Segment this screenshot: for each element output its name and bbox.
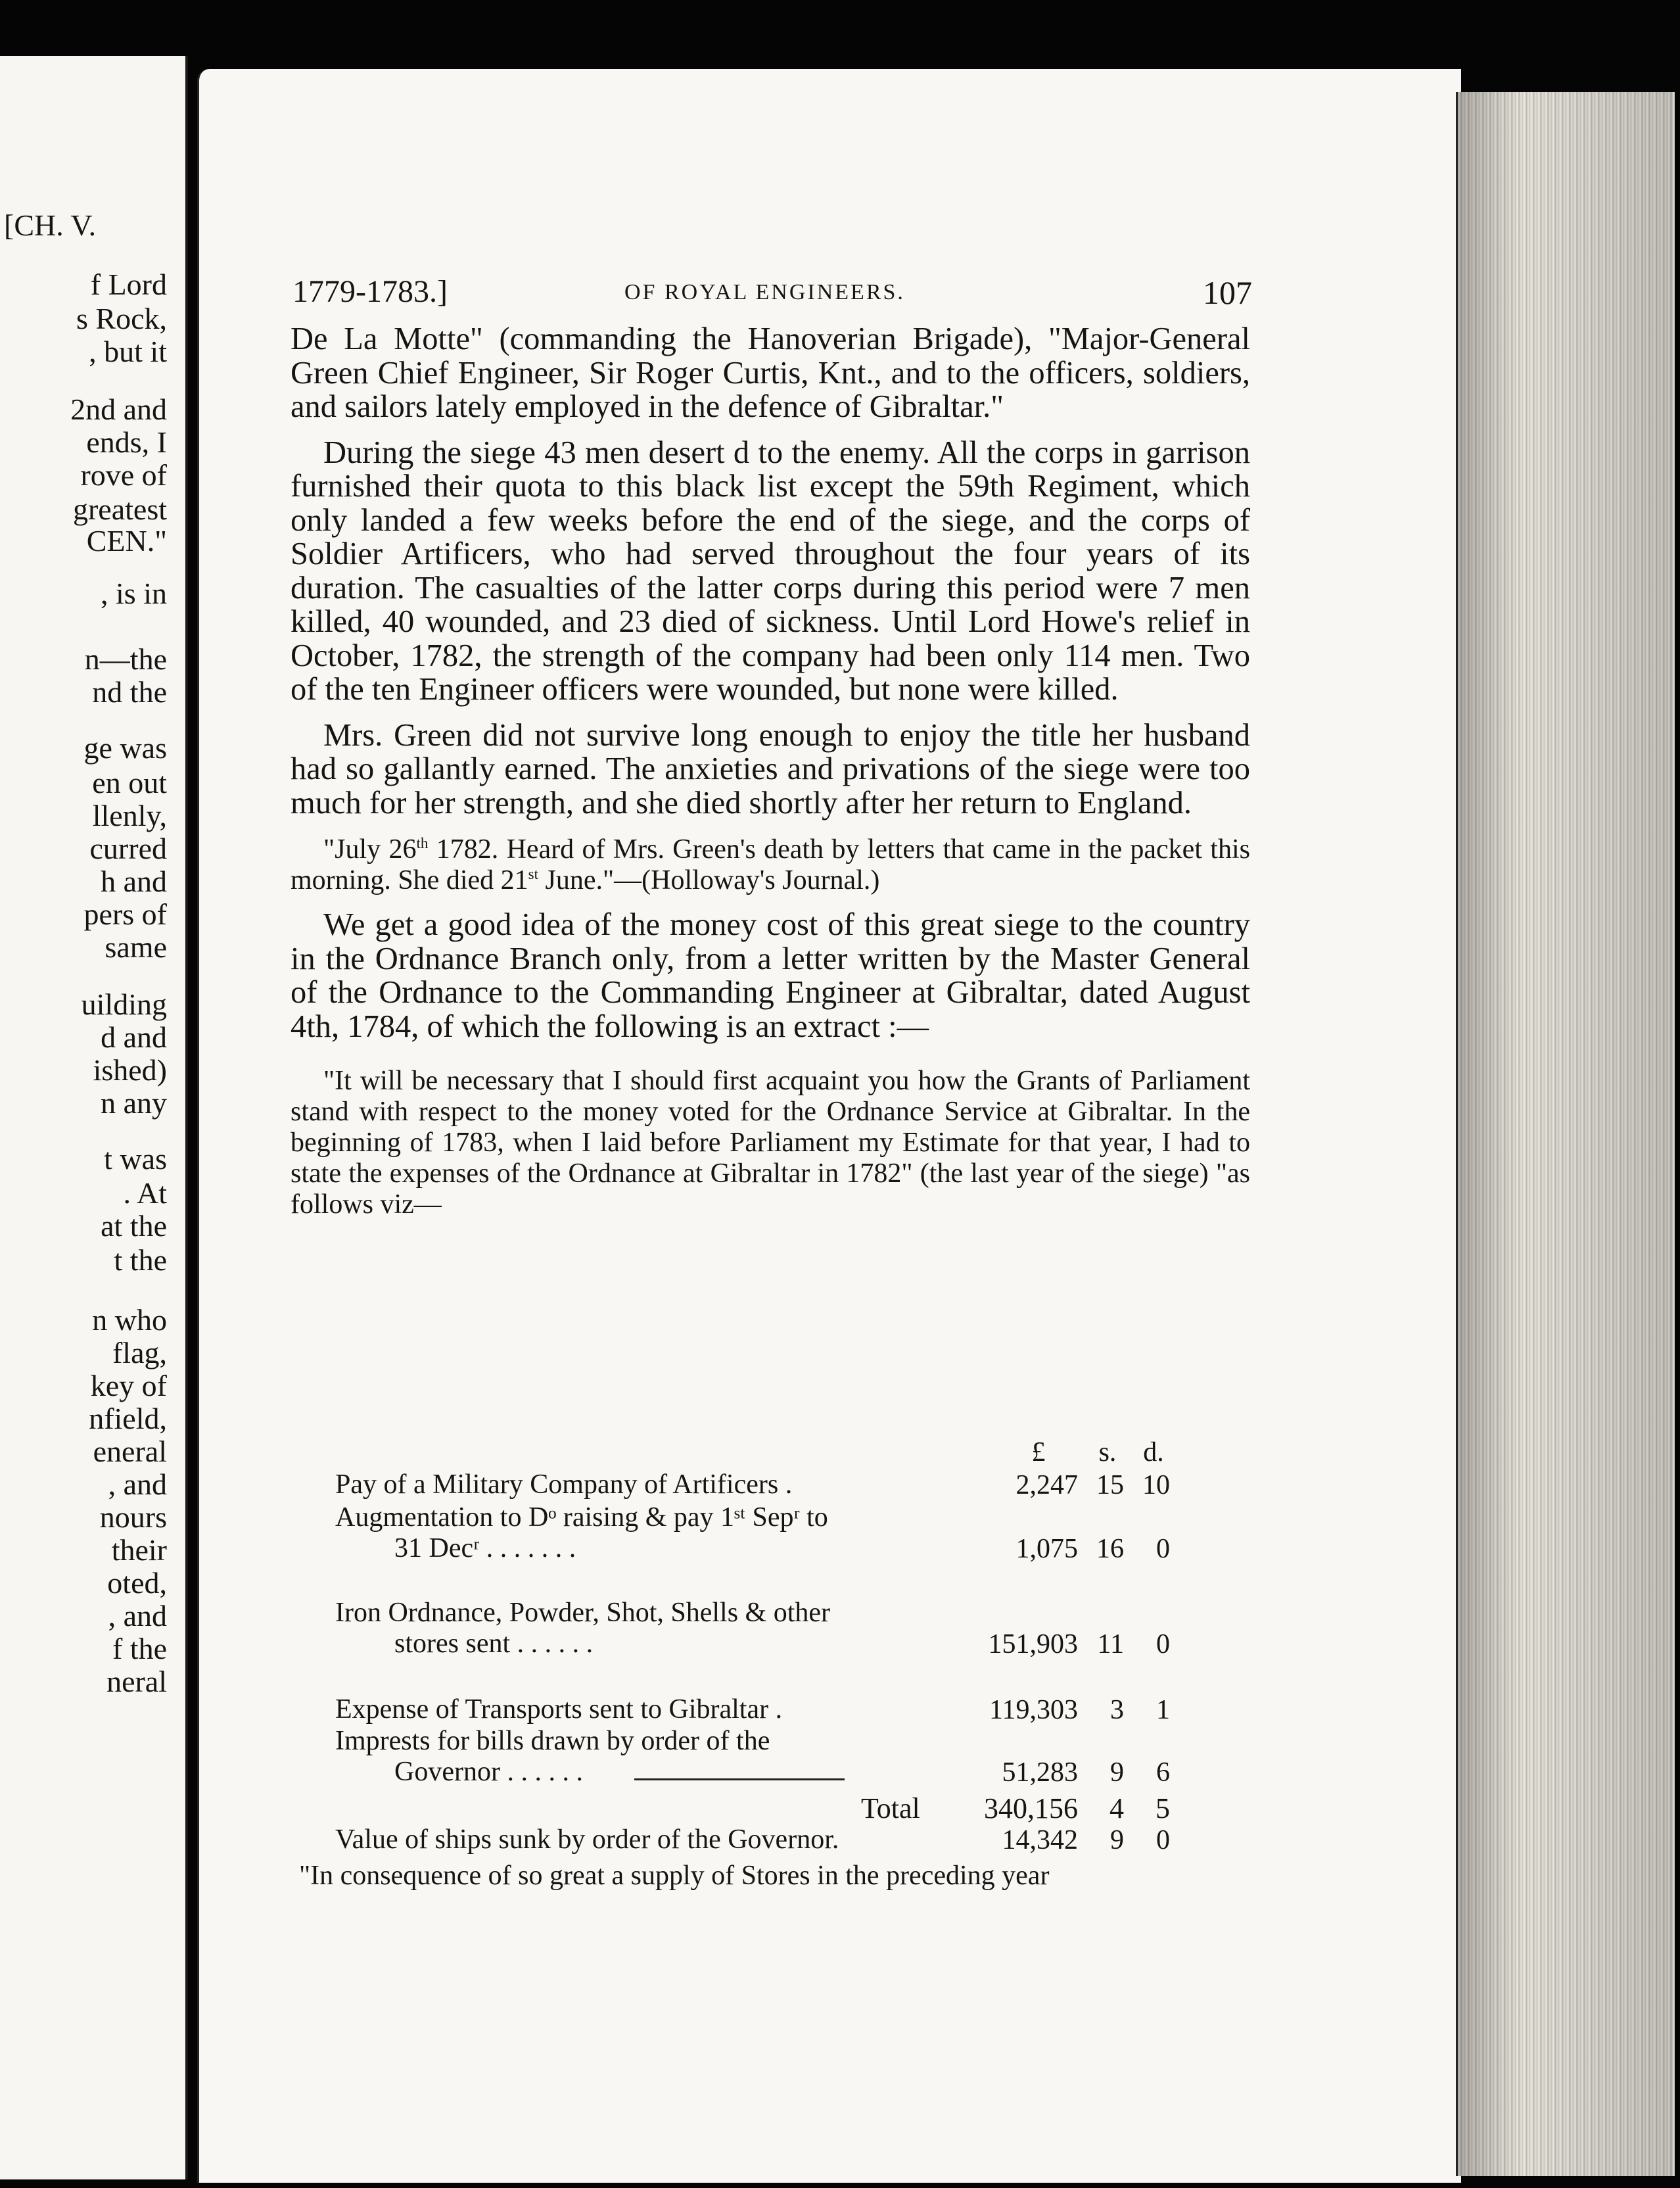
left-page-line: uilding (81, 987, 167, 1021)
left-page-line: f the (112, 1632, 167, 1665)
left-page-line: d and (101, 1020, 167, 1054)
body-text (291, 322, 1250, 1220)
left-page-line: n who (92, 1303, 167, 1337)
left-page-line: llenly, (92, 799, 167, 832)
left-page-line: key of (90, 1369, 167, 1402)
expense-description-line: 31 Decʳ . . . . . . . (394, 1533, 576, 1563)
left-page-line: f Lord (90, 268, 167, 301)
paragraph: We get a good idea of the money cost of this great siege to the country in the Ordnance Branch only, from a letter written by the Master General of the Ordnance to the Commanding Engineer at Gibraltar, dated August 4th, 1784, of which the following is an extract :— (291, 907, 1250, 1044)
expense-shillings: 3 (1110, 1695, 1124, 1725)
currency-header (335, 1437, 1177, 1467)
expense-pounds: 2,247 (1015, 1470, 1078, 1500)
left-page-line: neral (106, 1665, 167, 1698)
shillings-header: s. (1098, 1437, 1117, 1467)
page-edges-shadow (1456, 92, 1673, 2176)
total-pounds: 340,156 (984, 1792, 1078, 1824)
expense-description-line: Imprests for bills drawn by order of the (335, 1726, 770, 1756)
left-page-line: ge was (83, 731, 167, 765)
pounds-header: £ (1031, 1437, 1046, 1467)
paragraph: Mrs. Green did not survive long enough to enjoy the title her husband had so gallantly earned. The anxieties and privations of the siege were too much for her strength, and she died shortly after her return to England. (291, 717, 1250, 821)
expense-description (335, 1824, 953, 1855)
running-title: OF ROYAL ENGINEERS. (624, 280, 905, 304)
expense-pounds: 14,342 (1002, 1825, 1078, 1855)
expense-shillings: 9 (1110, 1825, 1124, 1855)
expense-shillings: 11 (1097, 1629, 1124, 1659)
left-page-line: , is in (101, 577, 167, 610)
expense-description (335, 1598, 953, 1659)
left-page-line: n any (101, 1086, 167, 1120)
left-page-line: , and (108, 1599, 167, 1632)
left-page-line: t the (114, 1243, 167, 1277)
left-page-line: h and (101, 865, 167, 898)
left-page-line: at the (101, 1209, 167, 1243)
paragraph: During the siege 43 men desert d to the enemy. All the corps in garrison furnished their quota to this black list except the 59th Regiment, which only landed a few weeks before the end of the siege, and the corps of Soldier Artificers, who had served throughout the four years of its duration. The casualties of the latter corps during this period were 7 men killed, 40 wounded, and 23 died of sickness. Until Lord Howe's relief in October, 1782, the strength of the company had been only 114 men. Two of the ten Engineer officers were wounded, but none were killed. (291, 435, 1250, 707)
expense-pounds: 51,283 (1002, 1757, 1078, 1788)
left-page-line: , and (108, 1467, 167, 1501)
expense-pence: 1 (1156, 1695, 1170, 1725)
left-page-line: t was (104, 1142, 167, 1176)
left-running-header: [CH. V. (4, 208, 97, 242)
expense-description-line: Governor . . . . . . (394, 1757, 583, 1787)
expense-description (335, 1502, 953, 1564)
left-page-line: rove of (80, 458, 167, 492)
left-page-line: same (105, 930, 167, 964)
expense-description (335, 1469, 953, 1500)
total-label: Total (861, 1792, 920, 1824)
left-page-line: eneral (93, 1435, 167, 1468)
left-page-line: ished) (93, 1053, 167, 1087)
total-shillings: 4 (1109, 1792, 1124, 1824)
left-page-line: ends, I (86, 425, 167, 459)
left-page-line: . At (123, 1176, 167, 1210)
left-page-line: oted, (107, 1566, 167, 1600)
expense-description-line: stores sent . . . . . . (394, 1629, 594, 1659)
expense-pence: 0 (1156, 1629, 1170, 1659)
page-number: 107 (1203, 274, 1252, 311)
left-page-line: nd the (92, 675, 167, 709)
left-page-line: their (111, 1533, 167, 1567)
expense-description-line: Expense of Transports sent to Gibraltar . (335, 1694, 783, 1724)
pence-header: d. (1143, 1437, 1164, 1467)
expense-shillings: 15 (1096, 1470, 1124, 1500)
running-date-range: 1779-1783.] (292, 274, 448, 309)
left-page-line: pers of (83, 897, 167, 931)
left-page-line: flag, (112, 1336, 167, 1369)
journal-quote: "July 26th 1782. Heard of Mrs. Green's death by letters that came in the packet this morning. She died 21st June."—(Holloway's Journal.) (291, 834, 1250, 895)
expense-pounds: 151,903 (988, 1629, 1078, 1659)
left-page-line: nours (99, 1500, 167, 1534)
expense-pounds: 119,303 (989, 1695, 1078, 1725)
left-page-line: , but it (89, 335, 167, 368)
expense-shillings: 9 (1110, 1757, 1124, 1788)
left-page-line: CEN." (86, 524, 167, 558)
expense-pence: 0 (1156, 1825, 1170, 1855)
running-header (292, 268, 1252, 314)
left-page-line: greatest (72, 492, 167, 526)
left-page-line: nfield, (89, 1402, 167, 1435)
left-page-line: s Rock, (76, 302, 167, 335)
expense-shillings: 16 (1096, 1534, 1124, 1564)
left-page-line: n—the (84, 642, 167, 676)
expense-pence: 0 (1156, 1534, 1170, 1564)
left-page-line: en out (92, 766, 167, 799)
total-rule (634, 1778, 845, 1780)
left-page-line: curred (89, 832, 167, 865)
expense-pence: 6 (1156, 1757, 1170, 1788)
total-pence: 5 (1155, 1792, 1170, 1824)
expense-description-line: Pay of a Military Company of Artificers . (335, 1469, 793, 1500)
expense-description-line: Value of ships sunk by order of the Governor. (335, 1824, 839, 1855)
letter-quote: "It will be necessary that I should first acquaint you how the Grants of Parliament stand with respect to the money voted for the Ordnance Service at Gibraltar. In the beginning of 1783, when I laid before Parliament my Estimate for that year, I had to state the expenses of the Ordnance at Gibraltar in 1782" (the last year of the siege) "as follows viz— (291, 1066, 1250, 1220)
expense-pounds: 1,075 (1015, 1534, 1078, 1564)
expense-description-line: Iron Ordnance, Powder, Shot, Shells & other (335, 1598, 831, 1628)
left-page-line: 2nd and (70, 392, 167, 426)
expense-pence: 10 (1142, 1470, 1170, 1500)
previous-page-fragment (0, 56, 188, 2179)
continuation-line: "In consequence of so great a supply of Stores in the preceding year (299, 1861, 1050, 1891)
expense-description (335, 1694, 953, 1725)
paragraph: De La Motte" (commanding the Hanoverian Brigade), "Major-General Green Chief Engineer, Sir Roger Curtis, Knt., and to the officers, soldiers, and sailors lately employed in the defence of Gibraltar." (291, 321, 1250, 424)
expense-description-line: Augmentation to Dᵒ raising & pay 1ˢᵗ Sepʳ to (335, 1502, 828, 1533)
